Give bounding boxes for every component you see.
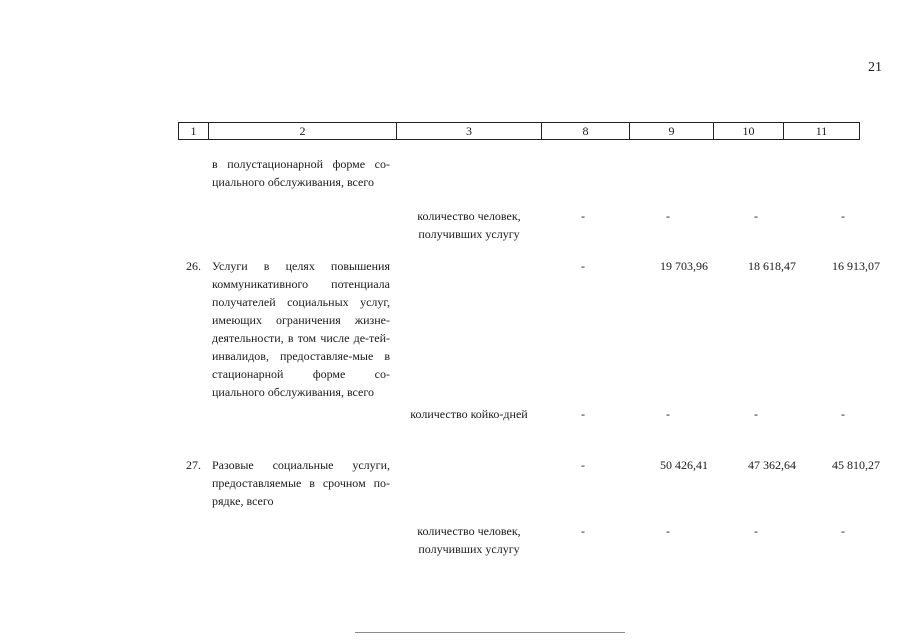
page-number: 21 [868, 60, 882, 75]
row-1-col-8: - [581, 209, 585, 223]
row-1-col-10: - [754, 209, 758, 223]
row-5-col-10: - [754, 524, 758, 538]
row-0-description: в полустационарной форме со-циального обслуживания, всего [212, 157, 390, 189]
row-5-col-8: - [581, 524, 585, 538]
header-col-2: 2 [209, 123, 397, 139]
row-3-col-11: - [841, 407, 845, 421]
header-col-10: 10 [714, 123, 784, 139]
row-3-unit: количество койко-дней [410, 407, 528, 421]
header-col-1: 1 [179, 123, 209, 139]
row-1-col-9: - [666, 209, 670, 223]
row-2-col-8: - [581, 259, 585, 273]
row-4-col-9: 50 426,41 [660, 458, 708, 472]
header-col-8: 8 [542, 123, 630, 139]
row-5-unit: количество человек, получивших услугу [417, 524, 521, 556]
table-header [178, 122, 860, 140]
row-4-col-10: 47 362,64 [748, 458, 796, 472]
row-2-col-11: 16 913,07 [832, 259, 880, 273]
row-4-col-8: - [581, 458, 585, 472]
row-2-description: Услуги в целях повышения коммуникативного потенциала получателей социальных услуг, имеющих ограничения жизне-деятельности, в том числе де-тей-инвалидов, предоставляе-мые в стационарной форме со-циального обслуживания, всего [212, 259, 390, 399]
header-col-3: 3 [397, 123, 542, 139]
page-bottom-rule [355, 632, 625, 633]
row-3-col-8: - [581, 407, 585, 421]
row-3-col-10: - [754, 407, 758, 421]
row-2-number: 26. [186, 259, 201, 273]
row-5-col-9: - [666, 524, 670, 538]
header-col-11: 11 [815, 124, 828, 138]
row-2-col-10: 18 618,47 [748, 259, 796, 273]
row-4-col-11: 45 810,27 [832, 458, 880, 472]
header-col-9: 9 [630, 123, 714, 139]
row-2-col-9: 19 703,96 [660, 259, 708, 273]
row-1-col-11: - [841, 209, 845, 223]
row-4-description: Разовые социальные услуги, предоставляемые в срочном по-рядке, всего [212, 458, 390, 508]
row-1-unit: количество человек, получивших услугу [417, 209, 521, 241]
row-5-col-11: - [841, 524, 845, 538]
row-4-number: 27. [186, 458, 201, 472]
row-3-col-9: - [666, 407, 670, 421]
